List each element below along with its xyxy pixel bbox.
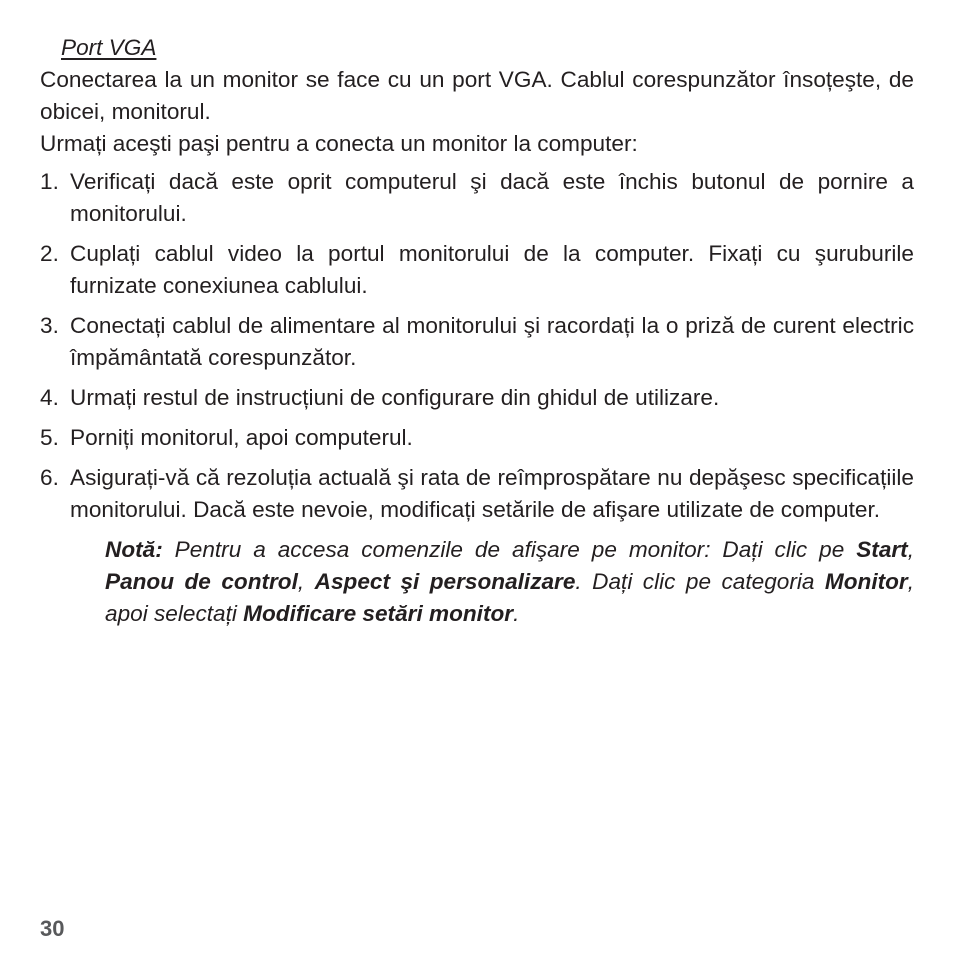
page-number: 30 [40,916,65,941]
note-text: . Dați clic pe categoria [575,569,825,594]
section-title: Port VGA [61,35,157,60]
intro-paragraph: Conectarea la un monitor se face cu un port VGA. Cablul corespunzător însoțeşte, de obicei, monitorul. [40,67,914,124]
note-monitor-term: Monitor [824,569,908,594]
note-appearance-term: Aspect şi personalizare [314,569,576,594]
document-page [40,32,914,630]
intro-instruction: Urmați aceşti paşi pentru a conecta un monitor la computer: [40,131,638,156]
step-item [40,462,914,526]
step-text: Verificați dacă este oprit computerul şi dacă este închis butonul de pornire a monitorului. [70,169,914,226]
step-text: Cuplați cablul video la portul monitorului de la computer. Fixați cu şuruburile furnizate conexiunea cablului. [70,241,914,298]
step-number: 6. [40,465,59,490]
step-number: 5. [40,425,59,450]
note-separator: , [907,537,914,562]
note-text: . [513,601,520,626]
note-paragraph [105,534,914,630]
note-label: Notă: [105,537,163,562]
step-text: Conectați cablul de alimentare al monitorului şi racordați la o priză de curent electric împământată corespunzător. [70,313,914,370]
steps-list [40,166,914,526]
note-modify-settings-term: Modificare setări monitor [243,601,514,626]
step-item [40,422,914,454]
note-control-panel-term: Panou de control [105,569,298,594]
step-number: 4. [40,385,59,410]
note-separator: , [297,569,315,594]
step-number: 1. [40,169,59,194]
note-text: Pentru a accesa comenzile de afişare pe monitor: Dați clic pe [162,537,857,562]
step-number: 2. [40,241,59,266]
step-item [40,166,914,230]
step-item [40,382,914,414]
step-text: Urmați restul de instrucțiuni de configurare din ghidul de utilizare. [70,385,720,410]
step-item [40,310,914,374]
step-item [40,238,914,302]
step-text: Porniți monitorul, apoi computerul. [70,425,413,450]
step-text: Asigurați-vă că rezoluția actuală şi rata de reîmprospătare nu depăşesc specificațiile monitorului. Dacă este nevoie, modificați setările de afişare utilizate de computer. [70,465,914,522]
note-start-term: Start [856,537,908,562]
step-number: 3. [40,313,59,338]
note-text: , apoi selectați [105,569,914,626]
